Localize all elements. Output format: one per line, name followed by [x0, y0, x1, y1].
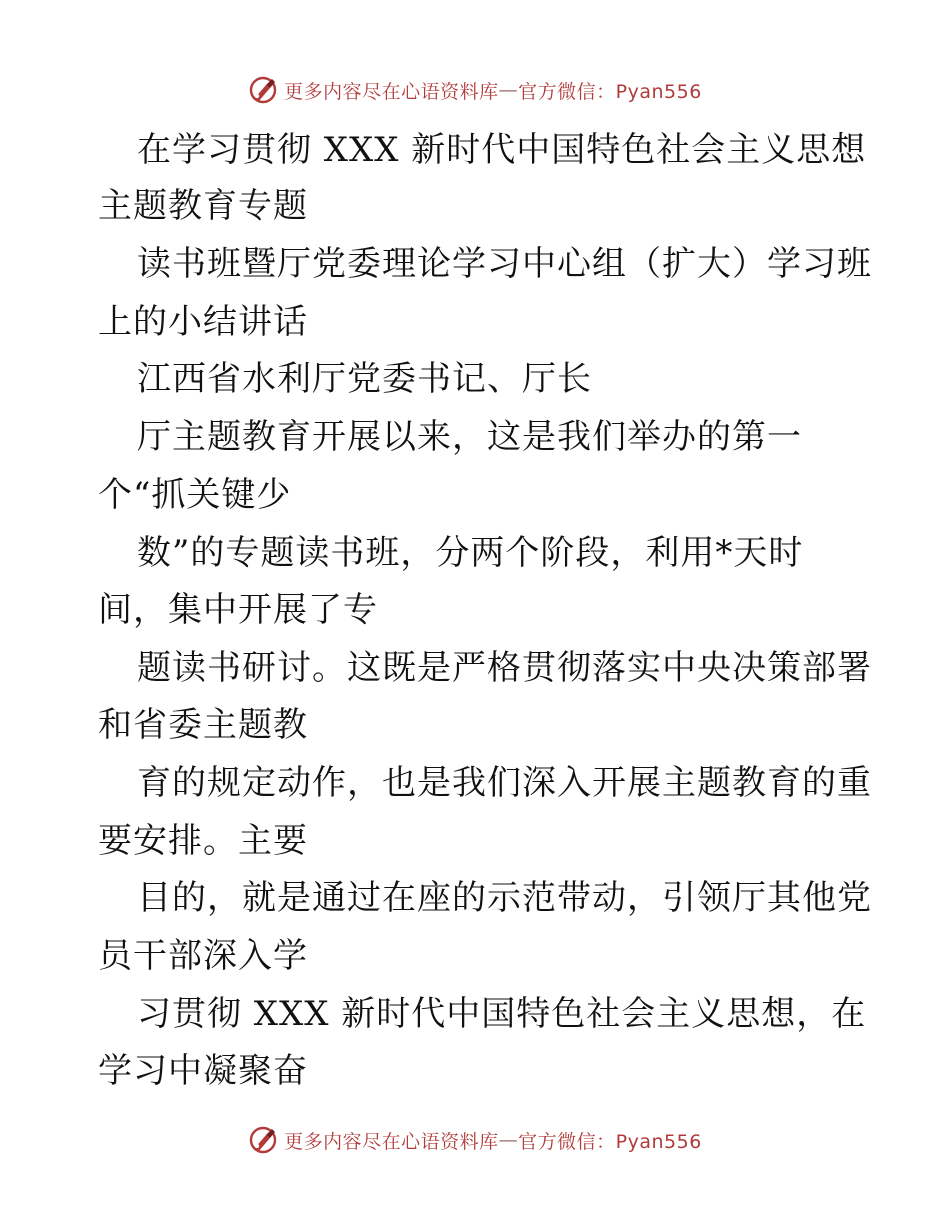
- doc-line: 目的，就是通过在座的示范带动，引领厅其他党: [137, 878, 872, 918]
- watermark-dash: —: [498, 1129, 519, 1151]
- doc-line: 题读书研讨。这既是严格贯彻落实中央决策部署: [137, 648, 872, 688]
- doc-line: 习贯彻 XXX 新时代中国特色社会主义思想，在: [137, 994, 867, 1034]
- doc-line: 读书班暨厅党委理论学习中心组（扩大）学习班: [137, 244, 872, 284]
- doc-line: 在学习贯彻 XXX 新时代中国特色社会主义思想: [137, 130, 867, 170]
- doc-line: 主题教育专题: [98, 186, 308, 226]
- doc-line: 员干部深入学: [98, 936, 308, 976]
- doc-line: 和省委主题教: [98, 705, 308, 745]
- watermark-site-text: 更多内容尽在心语资料库: [284, 80, 499, 103]
- doc-line: 个“抓关键少: [98, 475, 292, 515]
- watermark-dash: —: [498, 79, 519, 101]
- doc-line: 间，集中开展了专: [98, 590, 378, 630]
- doc-line: 上的小结讲话: [98, 302, 308, 342]
- watermark-banner-top: [0, 70, 950, 110]
- doc-line: 育的规定动作，也是我们深入开展主题教育的重: [137, 763, 872, 803]
- watermark-wechat-text: 官方微信：Pyan556: [518, 1130, 702, 1153]
- doc-line: 数”的专题读书班，分两个阶段，利用*天时: [137, 533, 804, 573]
- watermark-site-text: 更多内容尽在心语资料库: [284, 1130, 499, 1153]
- watermark-banner-bottom: [0, 1120, 950, 1160]
- watermark-wechat-text: 官方微信：Pyan556: [518, 80, 702, 103]
- doc-line: 学习中凝聚奋: [98, 1051, 308, 1091]
- doc-line: 要安排。主要: [98, 821, 308, 861]
- pen-logo-icon: [248, 1125, 278, 1155]
- pen-logo-icon: [248, 75, 278, 105]
- doc-line: 厅主题教育开展以来，这是我们举办的第一: [137, 417, 802, 457]
- doc-line: 江西省水利厅党委书记、厅长: [137, 359, 592, 399]
